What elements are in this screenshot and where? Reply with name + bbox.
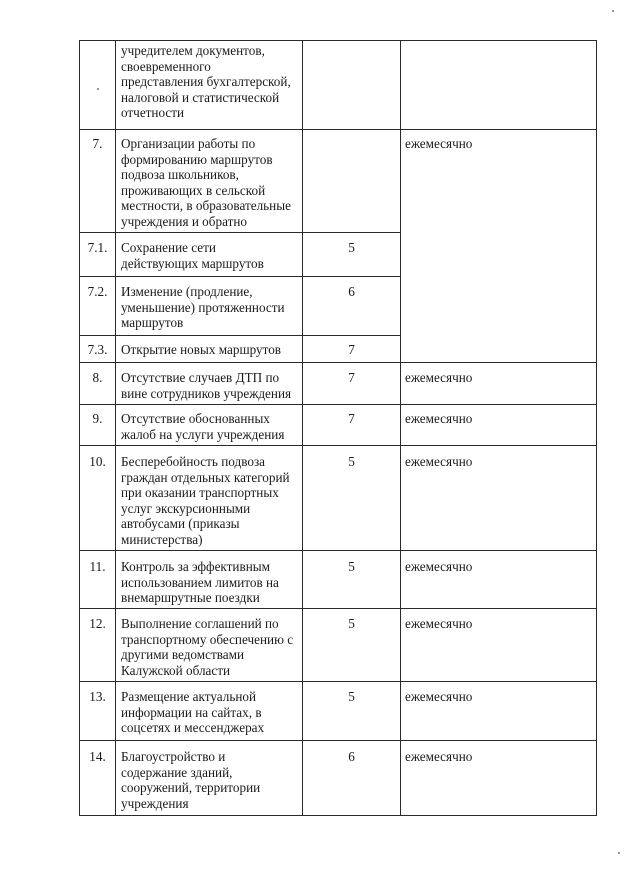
periodicity: ежемесячно [405,411,473,426]
score-value: 7 [348,370,355,385]
score-value: 6 [348,284,355,299]
periodicity: ежемесячно [405,749,473,764]
row-number: 9. [92,411,103,426]
score-value: 5 [348,454,355,469]
indicator-text: Бесперебойность подвоза граждан отдельных категорий при оказании транспортных услуг экскурсионными автобусами (приказы министерства) [121,454,290,547]
row-separator [79,445,597,446]
table-right-border [596,40,597,816]
row-number: 11. [89,559,106,574]
periodicity: ежемесячно [405,616,473,631]
column-divider [115,40,116,816]
row-separator [79,276,401,277]
indicator-text: Изменение (продление, уменьшение) протяженности маршрутов [121,284,285,331]
row-separator [79,681,597,682]
score-value: 5 [348,616,355,631]
row-number: 7.1. [87,240,108,255]
scan-speck [612,10,614,12]
row-separator [79,740,597,741]
indicator-text: Организации работы по формированию маршрутов подвоза школьников, проживающих в сельской местности, в образовательные учреждения и обратно [121,136,291,229]
indicator-text: Благоустройство и содержание зданий, сооружений, территории учреждения [121,749,261,811]
periodicity: ежемесячно [405,689,473,704]
row-separator [79,362,597,363]
row-separator [79,550,597,551]
indicator-text: Сохранение сети действующих маршрутов [121,240,264,271]
indicator-text: Открытие новых маршрутов [121,342,282,357]
indicator-text: Отсутствие случаев ДТП по вине сотрудников учреждения [121,370,292,401]
row-number: 14. [89,749,106,764]
row-number: 7.3. [87,342,108,357]
row-number: 7. [92,136,103,151]
row-separator [79,129,597,130]
periodicity: ежемесячно [405,136,473,151]
score-value: 5 [348,559,355,574]
indicator-text: Выполнение соглашений по транспортному обеспечению с другими ведомствами Калужской области [121,616,294,678]
indicator-text: учредителем документов, своевременного представления бухгалтерской, налоговой и статистической отчетности [121,43,291,121]
periodicity: ежемесячно [405,559,473,574]
table-top-border [79,40,597,41]
scan-speck [97,88,99,90]
score-value: 5 [348,689,355,704]
indicator-text: Размещение актуальной информации на сайтах, в соцсетях и мессенджерах [121,689,265,736]
row-number: 12. [89,616,106,631]
table-bottom-border [79,815,597,816]
periodicity: ежемесячно [405,370,473,385]
score-value: 6 [348,749,355,764]
column-divider [400,40,401,816]
row-number: 7.2. [87,284,108,299]
score-value: 7 [348,342,355,357]
indicator-text: Контроль за эффективным использованием лимитов на внемаршрутные поездки [121,559,279,606]
row-number: 13. [89,689,106,704]
score-value: 5 [348,240,355,255]
row-number: 10. [89,454,106,469]
scan-speck [618,852,620,854]
row-number: 8. [92,370,103,385]
row-separator [79,404,597,405]
periodicity: ежемесячно [405,454,473,469]
row-separator [79,335,401,336]
indicator-text: Отсутствие обоснованных жалоб на услуги учреждения [121,411,285,442]
row-separator [79,232,401,233]
score-value: 7 [348,411,355,426]
row-separator [79,608,597,609]
